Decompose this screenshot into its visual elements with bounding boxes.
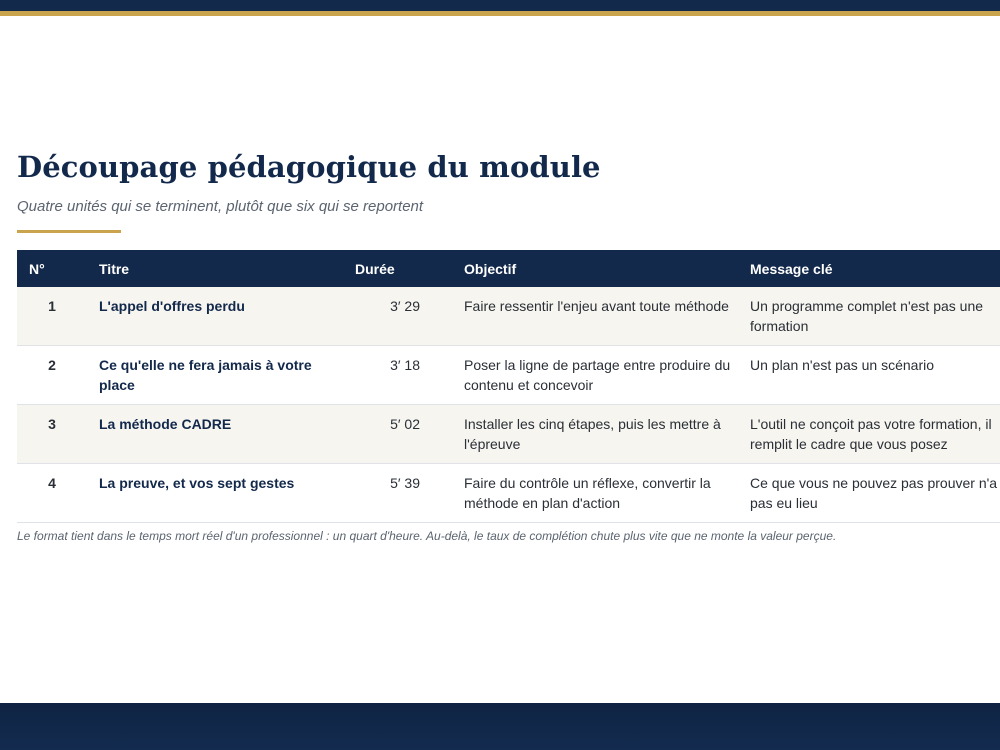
row-duration: 3′ 29 (355, 287, 464, 346)
row-message: L'outil ne conçoit pas votre formation, il remplit le cadre que vous posez (750, 405, 1000, 464)
table-header-row (17, 250, 1000, 287)
row-message: Un plan n'est pas un scénario (750, 346, 1000, 405)
row-title: La méthode CADRE (87, 405, 355, 464)
table-row (17, 405, 1000, 464)
row-title: La preuve, et vos sept gestes (87, 464, 355, 523)
row-num: 1 (17, 287, 87, 346)
module-table (17, 250, 1000, 523)
row-message: Un programme complet n'est pas une formation (750, 287, 1000, 346)
title-underline (17, 230, 121, 233)
header-num: N° (17, 250, 87, 287)
row-message: Ce que vous ne pouvez pas prouver n'a pas eu lieu (750, 464, 1000, 523)
row-num: 2 (17, 346, 87, 405)
row-objective: Faire ressentir l'enjeu avant toute méthode (464, 287, 750, 346)
row-duration: 5′ 02 (355, 405, 464, 464)
row-objective: Poser la ligne de partage entre produire du contenu et concevoir (464, 346, 750, 405)
page-title: Découpage pédagogique du module (17, 150, 601, 184)
header-objective: Objectif (464, 250, 750, 287)
row-objective: Faire du contrôle un réflexe, convertir la méthode en plan d'action (464, 464, 750, 523)
table-row (17, 287, 1000, 346)
row-title: L'appel d'offres perdu (87, 287, 355, 346)
header-title: Titre (87, 250, 355, 287)
row-num: 4 (17, 464, 87, 523)
row-duration: 5′ 39 (355, 464, 464, 523)
row-title: Ce qu'elle ne fera jamais à votre place (87, 346, 355, 405)
footnote: Le format tient dans le temps mort réel d'un professionnel : un quart d'heure. Au-delà, le taux de complétion chute plus vite que ne monte la valeur perçue. (17, 529, 837, 543)
module-table-container (17, 250, 1000, 523)
top-accent-stripe (0, 11, 1000, 16)
row-duration: 3′ 18 (355, 346, 464, 405)
page-subtitle: Quatre unités qui se terminent, plutôt que six qui se reportent (17, 198, 424, 215)
header-message: Message clé (750, 250, 1000, 287)
row-objective: Installer les cinq étapes, puis les mettre à l'épreuve (464, 405, 750, 464)
header-duration: Durée (355, 250, 464, 287)
bottom-band (0, 703, 1000, 750)
table-row (17, 464, 1000, 523)
row-num: 3 (17, 405, 87, 464)
table-row (17, 346, 1000, 405)
top-bar (0, 0, 1000, 11)
